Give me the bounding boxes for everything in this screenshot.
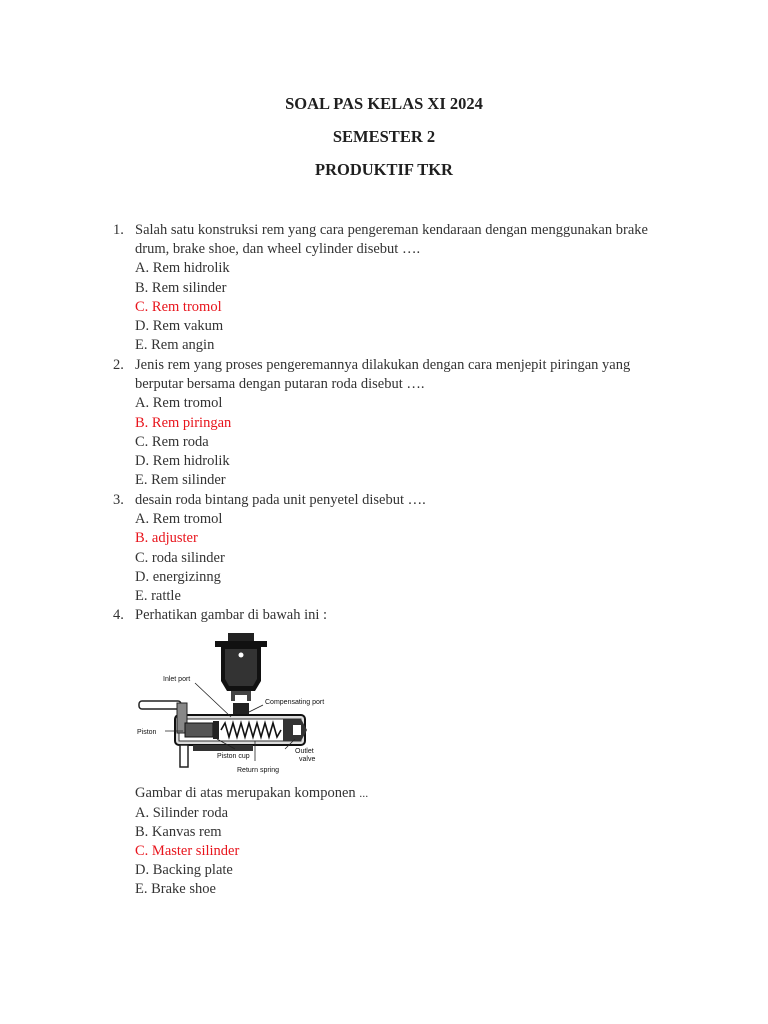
option-list <box>135 259 673 355</box>
document-semester: SEMESTER 2 <box>332 127 436 146</box>
option-e: E. Rem angin <box>135 337 215 354</box>
option-e: E. Rem silinder <box>135 472 226 489</box>
option-a: A. Rem hidrolik <box>135 260 230 277</box>
option-a: A. Silinder roda <box>135 804 229 821</box>
question-text: desain roda bintang pada unit penyetel disebut …. <box>135 492 426 508</box>
question-number: 3. <box>113 492 124 508</box>
question-number: 2. <box>113 357 124 373</box>
option-d: D. Rem vakum <box>135 317 224 334</box>
label-return-spring: Return spring <box>237 767 280 775</box>
option-b: B. Kanvas rem <box>135 823 222 840</box>
question-text: Jenis rem yang proses pengeremannya dilakukan dengan cara menjepit piringan yang berputar bersama dengan putaran roda disebut …. <box>135 357 631 393</box>
question-followup-ellipsis: ... <box>359 786 369 801</box>
document-subject: PRODUKTIF TKR <box>315 160 453 179</box>
option-b-correct: B. adjuster <box>135 530 198 547</box>
label-compensating-port: Compensating port <box>265 699 325 707</box>
question-followup-text: Gambar di atas merupakan komponen <box>135 785 356 802</box>
option-e: E. Brake shoe <box>135 881 216 898</box>
option-e: E. rattle <box>135 587 181 604</box>
question-1 <box>113 221 673 355</box>
label-piston-cup: Piston cup <box>217 753 250 761</box>
question-followup <box>135 784 673 803</box>
question-number: 4. <box>113 607 124 623</box>
label-valve: valve <box>299 756 316 764</box>
option-c: C. roda silinder <box>135 549 225 566</box>
option-a: A. Rem tromol <box>135 395 223 412</box>
option-list <box>135 394 673 490</box>
label-piston: Piston <box>137 729 157 737</box>
option-a: A. Rem tromol <box>135 511 223 528</box>
document-title: SOAL PAS KELAS XI 2024 <box>285 94 483 113</box>
label-inlet-port: Inlet port <box>163 676 191 684</box>
question-number: 1. <box>113 222 124 238</box>
option-c: C. Rem roda <box>135 433 209 450</box>
question-2 <box>113 356 673 490</box>
option-b-correct: B. Rem piringan <box>135 414 232 431</box>
master-cylinder-diagram <box>135 631 350 776</box>
label-outlet: Outlet <box>295 748 314 756</box>
option-list <box>135 804 673 900</box>
question-text: Perhatikan gambar di bawah ini : <box>135 607 328 623</box>
option-d: D. Rem hidrolik <box>135 452 230 469</box>
option-list <box>135 510 673 606</box>
option-c-correct: C. Rem tromol <box>135 298 222 315</box>
option-b: B. Rem silinder <box>135 279 227 296</box>
option-c-correct: C. Master silinder <box>135 842 240 859</box>
question-text: Salah satu konstruksi rem yang cara pengereman kendaraan dengan menggunakan brake drum, brake shoe, dan wheel cylinder disebut …. <box>135 222 648 258</box>
option-d: D. Backing plate <box>135 862 233 879</box>
question-3 <box>113 491 673 606</box>
question-4 <box>113 606 673 900</box>
option-d: D. energizinng <box>135 568 221 585</box>
